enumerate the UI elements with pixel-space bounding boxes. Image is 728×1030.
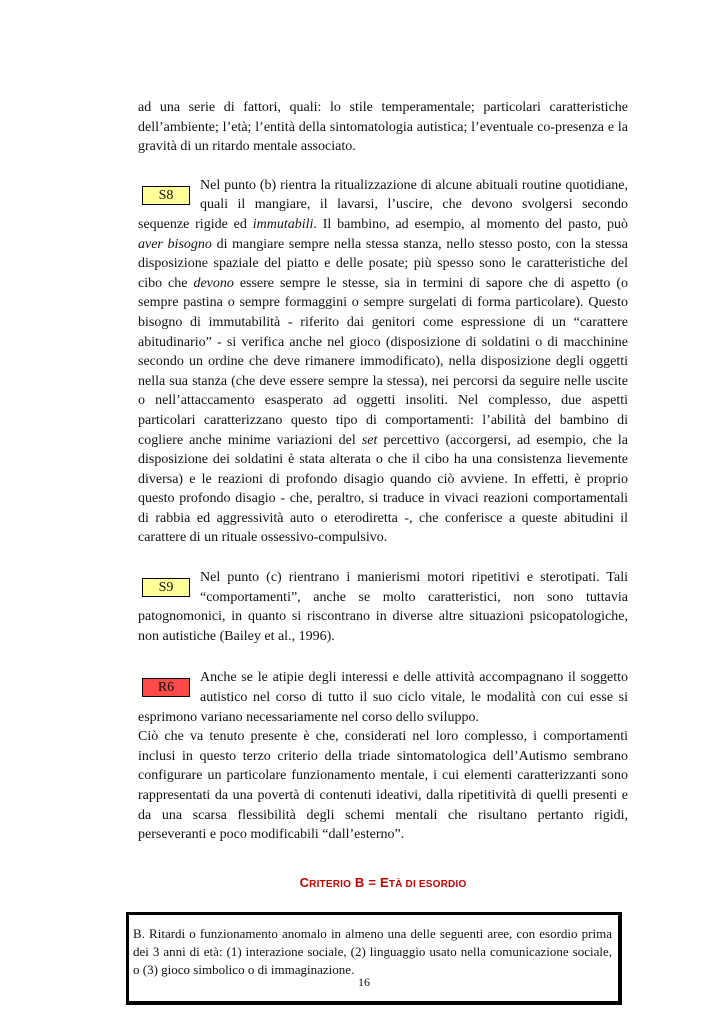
tag-s9: S9	[142, 578, 190, 597]
tag-s8: S8	[142, 186, 190, 205]
section-r6	[138, 668, 628, 844]
criterion-heading: CRITERIO B = ETÀ DI ESORDIO	[299, 874, 467, 890]
paragraph-s8: Nel punto (b) rientra la ritualizzazione di alcune abituali routine quotidiane, quali il mangiare, il lavarsi, l’uscire, che devono svolgersi secondo sequenze rigide ed immutabili. Il bambino, ad esempio, al momento del pasto, può aver bisogno di mangiare sempre nella stessa stanza, nello stesso posto, con la stessa disposizione spaziale del piatto e delle posate; più spesso sono le caratteristiche del cibo che devono essere sempre le stesse, sia in termini di sapore che di aspetto (o sempre pastina o sempre formaggini o sempre surgelati di forma particolare). Questo bisogno di immutabilità - riferito dai genitori come espressione di un “carattere abitudinario” - si verifica anche nel gioco (disposizione di soldatini o di macchinine secondo un ordine che deve rimanere immodificato), nella disposizione degli oggetti nella sua stanza (che deve essere sempre la stessa), nei percorsi da seguire nelle uscite o nell’attaccamento esasperato ad oggetti insoliti. Nel complesso, due aspetti particolari caratterizzano questo tipo di comportamenti: l’abilità del bambino di cogliere anche minime variazioni del set percettivo (accorgersi, ad esempio, che la disposizione dei soldatini è stata alterata o che il cibo ha una consistenza lievemente diversa) e le reazioni di profondo disagio quando ciò avviene. In effetti, è proprio questo profondo disagio - che, peraltro, si traduce in vivaci reazioni comportamentali di rabbia ed aggressività auto o eterodiretta -, che conferisce a queste abitudini il carattere di un rituale ossessivo-compulsivo.	[138, 177, 629, 546]
paragraph-r6: Anche se le atipie degli interessi e delle attività accompagnano il soggetto autistico nel corso di tutto il suo ciclo vitale, le modalità con cui esse si esprimono variano necessariamente nel corso dello sviluppo.	[138, 670, 628, 725]
page-number: 16	[358, 975, 370, 989]
paragraph-intro: ad una serie di fattori, quali: lo stile temperamentale; particolari caratteristiche dell’ambiente; l’età; l’entità della sintomatologia autistica; l’eventuale co-presenza e la gravità di un ritardo mentale associato.	[138, 100, 628, 155]
tag-r6: R6	[142, 678, 190, 697]
paragraph-s9: Nel punto (c) rientrano i manierismi motori ripetitivi e sterotipati. Tali “comportamenti”, anche se molto caratteristici, non sono tuttavia patognomonici, in quanto si riscontrano in diverse altre situazioni psicopatologiche, non autistiche (Bailey et al., 1996).	[138, 570, 628, 644]
section-s8	[138, 176, 628, 548]
criterion-box-text: B. Ritardi o funzionamento anomalo in almeno una delle seguenti aree, con esordio prima dei 3 anni di età: (1) interazione sociale, (2) linguaggio usato nella comunicazione sociale, o (3) gioco simbolico o di immaginazione.	[133, 925, 612, 977]
criterion-box	[126, 912, 622, 1005]
section-s9	[138, 568, 628, 646]
page-body	[133, 98, 629, 1005]
paragraph-r6-continued: Ciò che va tenuto presente è che, considerati nel loro complesso, i comportamenti inclusi in questo terzo criterio della triade sintomatologica dell’Autismo sembrano configurare un particolare funzionamento mentale, i cui elementi caratterizzanti sono rappresentati da una povertà di contenuti ideativi, dalla ripetitività di quelli presenti e da una scarsa flessibilità degli schemi mentali che risultano pertanto rigidi, perseveranti e poco modificabili “dall’esterno”.	[138, 729, 628, 843]
